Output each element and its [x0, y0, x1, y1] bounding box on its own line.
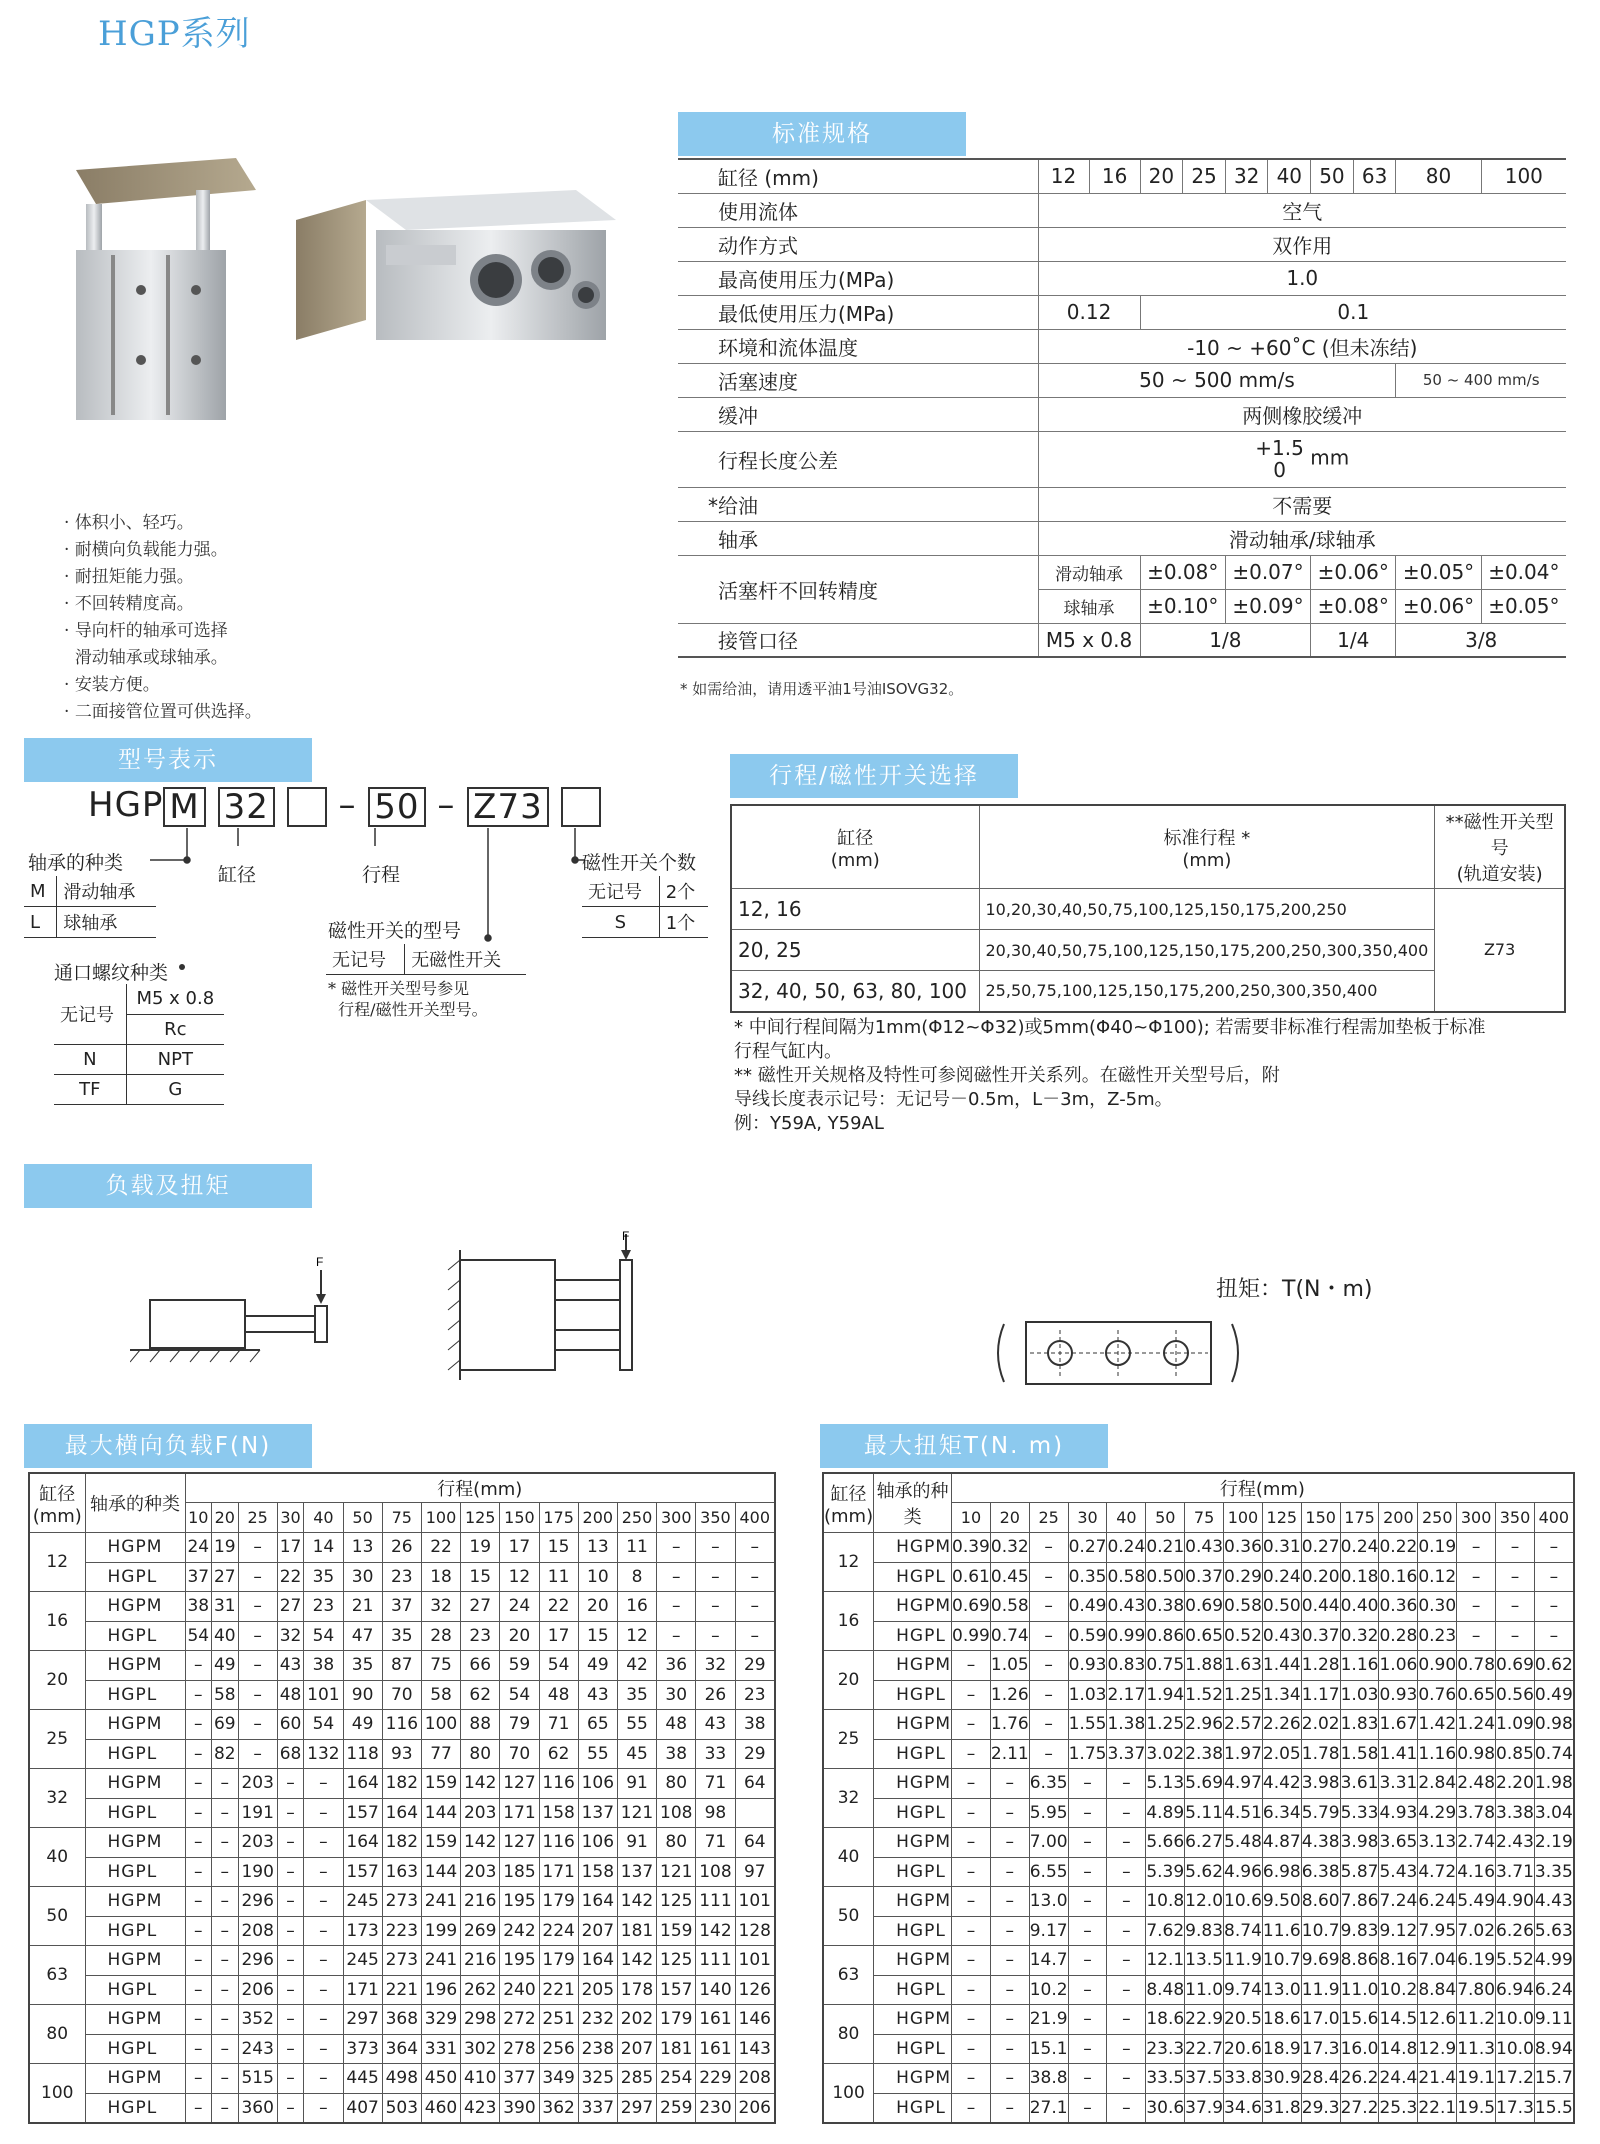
page-title: HGP系列: [98, 14, 251, 54]
section-header-stroke: 行程/磁性开关选择: [730, 754, 1018, 798]
table-row: 25 HGPM – 69 – 60 54 49 116 100 88 79 71 65 55 48 43 38: [29, 1710, 775, 1740]
table-row: HGPL – – 190 – – 157 163 144 203 185 171 158 137 121 108 97: [29, 1857, 775, 1887]
table-row: HGPL – 82 – 68 132 118 93 77 80 70 62 55 45 38 33 29: [29, 1739, 775, 1769]
table-row: HGPL – – 208 – – 173 223 199 269 242 224 207 181 159 142 128: [29, 1916, 775, 1946]
table-row: HGPL – – 243 – – 373 364 331 302 278 256 238 207 181 161 143: [29, 2034, 775, 2064]
table-row: HGPL – – 191 – – 157 164 144 203 171 158 137 121 108 98: [29, 1798, 775, 1828]
feature-item: · 体积小、轻巧。: [64, 513, 194, 533]
product-photo: [56, 130, 616, 430]
bearing-code-table: M 滑动轴承 L 球轴承: [24, 876, 156, 938]
svg-text:F: F: [316, 1255, 324, 1269]
feature-item: · 导向杆的轴承可选择: [64, 621, 228, 641]
table-row: HGPL – – 9.17 – – 7.62 9.83 8.74 11.6 10.7 9.83 9.12 7.95 7.02 6.26 5.63: [823, 1916, 1574, 1946]
table-row: HGPL 37 27 – 22 35 30 23 18 15 12 11 10 8 – – –: [29, 1562, 775, 1592]
table-row: 50 HGPM – – 13.0 – – 10.8 12.0 10.6 9.50 8.60 7.86 7.24 6.24 5.49 4.90 4.43: [823, 1887, 1574, 1917]
table-row: 16 HGPM 0.69 0.58 – 0.49 0.43 0.38 0.69 0.58 0.50 0.44 0.40 0.36 0.30 – – –: [823, 1592, 1574, 1622]
table-row: 63 HGPM – – 14.7 – – 12.1 13.5 11.9 10.7 9.69 8.86 8.16 7.04 6.19 5.52 4.99: [823, 1946, 1574, 1976]
feature-item: · 安装方便。: [64, 675, 160, 695]
table-row: 80 HGPM – – 352 – – 297 368 329 298 272 251 232 202 179 161 146: [29, 2005, 775, 2035]
switch-type-table: 无记号 无磁性开关: [326, 944, 526, 975]
table-row: HGPL – 1.26 – 1.03 2.17 1.94 1.52 1.25 1.34 1.17 1.03 0.93 0.76 0.65 0.56 0.49: [823, 1680, 1574, 1710]
table-row: 12 HGPM 24 19 – 17 14 13 26 22 19 17 15 13 11 – – –: [29, 1533, 775, 1563]
feature-item: · 耐扭矩能力强。: [64, 567, 194, 587]
table-row: 63 HGPM – – 296 – – 245 273 241 216 195 179 164 142 125 111 101: [29, 1946, 775, 1976]
table-row: 16 HGPM 38 31 – 27 23 21 37 32 27 24 22 20 16 – – –: [29, 1592, 775, 1622]
section-header-load: 负载及扭矩: [24, 1164, 312, 1208]
section-header-model: 型号表示: [24, 738, 312, 782]
table-row: 40 HGPM – – 7.00 – – 5.66 6.27 5.48 4.87 4.38 3.98 3.65 3.13 2.74 2.43 2.19: [823, 1828, 1574, 1858]
stroke-notes: * 中间行程间隔为1mm(Φ12~Φ32)或5mm(Φ40~Φ100); 若需要非标准行程需加垫板于标准 行程气缸内。 ** 磁性开关规格及特性可参阅磁性开关系列。在磁性开关型号后，附 导线长度表示记号：无记号－0.5m，L－3m，Z-5m。 例：Y59A, Y59AL: [734, 1017, 1486, 1134]
table-row: HGPL – – 15.1 – – 23.3 22.7 20.6 18.9 17.3 16.0 14.8 12.9 11.3 10.0 8.94: [823, 2034, 1574, 2064]
table-row: 100 HGPM – – 38.8 – – 33.5 37.5 33.8 30.9 28.4 26.2 24.4 21.4 19.1 17.2 15.7: [823, 2064, 1574, 2094]
table-row: HGPL – – 10.2 – – 8.48 11.0 9.74 13.0 11.9 11.0 10.2 8.84 7.80 6.94 6.24: [823, 1975, 1574, 2005]
table-row: HGPL – 2.11 – 1.75 3.37 3.02 2.38 1.97 2.05 1.78 1.58 1.41 1.16 0.98 0.85 0.74: [823, 1739, 1574, 1769]
torque-label: 扭矩：T(N・m): [1216, 1277, 1373, 1302]
table-row: HGPL – – 360 – – 407 503 460 423 390 362 337 297 259 230 206: [29, 2093, 775, 2123]
label-switch-type: 磁性开关的型号: [328, 920, 462, 942]
label-bore: 缸径: [218, 864, 257, 886]
table-row: HGPL – 58 – 48 101 90 70 58 62 54 48 43 35 30 26 23: [29, 1680, 775, 1710]
table-row: 80 HGPM – – 21.9 – – 18.6 22.9 20.5 18.6 17.0 15.6 14.5 12.6 11.2 10.0 9.11: [823, 2005, 1574, 2035]
lateral-load-diagram: [130, 1250, 360, 1370]
table-row: HGPL – – 27.1 – – 30.6 37.9 34.6 31.8 29.3 27.2 25.3 22.1 19.5 17.3 15.5: [823, 2093, 1574, 2123]
table-row: HGPL – – 5.95 – – 4.89 5.11 4.51 6.34 5.79 5.33 4.93 4.29 3.78 3.38 3.04: [823, 1798, 1574, 1828]
switch-type-note: * 磁性开关型号参见 行程/磁性开关型号。: [328, 979, 488, 1019]
table-row: HGPL 54 40 – 32 54 47 35 28 23 20 17 15 12 – – –: [29, 1621, 775, 1651]
feature-item: · 不回转精度高。: [64, 594, 194, 614]
table-row: 20 HGPM – 1.05 – 0.93 0.83 0.75 1.88 1.63 1.44 1.28 1.16 1.06 0.90 0.78 0.69 0.62: [823, 1651, 1574, 1681]
table-row: HGPL – – 206 – – 171 221 196 262 240 221 205 178 157 140 126: [29, 1975, 775, 2005]
spec-note: * 如需给油，请用透平油1号油ISOVG32。: [680, 680, 964, 698]
table-row: 25 HGPM – 1.76 – 1.55 1.38 1.25 2.96 2.57 2.26 2.02 1.83 1.67 1.42 1.24 1.09 0.98: [823, 1710, 1574, 1740]
table-row: 12 HGPM 0.39 0.32 – 0.27 0.24 0.21 0.43 0.36 0.31 0.27 0.24 0.22 0.19 – – –: [823, 1533, 1574, 1563]
thread-leader-dot: [176, 960, 190, 974]
max-torque-table: 缸径 (mm) 轴承的种类 行程(mm) 10 20 25 30 40 50 75 100 125 150 175 200 250 300 350 400 12 HGPM 0.39 0.32 – 0.27 0.24 0.21 0.43 0.36 0.31 0.27 0.24 0.22 0.19 – – – HGPL 0.61 0.45 – 0.35 0.58 0.50 0.37 0.29 0.24 0.20 0.18 0.16 0.12 – – – 16 HGPM 0.69 0.58 – 0.49 0.43 0.38 0.69 0.58 0.50 0.44 0.40 0.36 0.30 – – – HGPL 0.99 0.74 – 0.59 0.99 0.86 0.65 0.52 0.43 0.37 0.32 0.28 0.23 – – – 20 HGPM – 1.05 – 0.93 0.83 0.75 1.88 1.63 1.44 1.28 1.16 1.06 0.90 0.78 0.69 0.62 HGPL – 1.26 – 1.03 2.17 1.94 1.52 1.25 1.34 1.17 1.03 0.93 0.76 0.65 0.56 0.49 25 HGPM – 1.76 – 1.55 1.38 1.25 2.96 2.57 2.26 2.02 1.83 1.67 1.42 1.24 1.09 0.98 HGPL – 2.11 – 1.75 3.37 3.02 2.38 1.97 2.05 1.78 1.58 1.41 1.16 0.98 0.85 0.74 32 HGPM – – 6.35 – – 5.13 5.69 4.97 4.42 3.98 3.61 3.31 2.84 2.48 2.20 1.98 HGPL – – 5.95 – – 4.89 5.11 4.51 6.34 5.79 5.33 4.93 4.29 3.78 3.38 3.04 40 HGPM – – 7.00 – – 5.66 6.27 5.48 4.87 4.38 3.98 3.65 3.13 2.74 2.43 2.19 HGPL – – 6.55 – – 5.39 5.62 4.96 6.98 6.38 5.87 5.43 4.72 4.16 3.71 3.35 50 HGPM – – 13.0 – – 10.8 12.0 10.6 9.50 8.60 7.86 7.24 6.24 5.49 4.90 4.43 HGPL – – 9.17 – – 7.62 9.83 8.74 11.6 10.7 9.83 9.12 7.95 7.02 6.26 5.63 63 HGPM – – 14.7 – – 12.1 13.5 11.9 10.7 9.69 8.86 8.16 7.04 6.19 5.52 4.99 HGPL – – 10.2 – – 8.48 11.0 9.74 13.0 11.9 11.0 10.2 8.84 7.80 6.94 6.24 80 HGPM – – 21.9 – – 18.6 22.9 20.5 18.6 17.0 15.6 14.5 12.6 11.2 10.0 9.11 HGPL – – 15.1 – – 23.3 22.7 20.6 18.9 17.3 16.0 14.8 12.9 11.3 10.0 8.94 100 HGPM – – 38.8 – – 33.5 37.5 33.8 30.9 28.4 26.2 24.4 21.4 19.1 17.2 15.7 HGPL – – 27.1 – – 30.6 37.9 34.6 31.8 29.3 27.2 25.3 22.1 19.5 17.3 15.5: [822, 1472, 1575, 2124]
table-row: 20 HGPM – 49 – 43 38 35 87 75 66 59 54 49 42 36 32 29: [29, 1651, 775, 1681]
table-row: HGPL – – 6.55 – – 5.39 5.62 4.96 6.98 6.38 5.87 5.43 4.72 4.16 3.71 3.35: [823, 1857, 1574, 1887]
spec-table: 缸径 (mm) 12 16 20 25 32 40 50 63 80 100 使用流体 空气 动作方式 双作用 最高使用压力(MPa) 1.0 最低使用压力(MPa) 0.12 0.1 环境和流体温度 -10 ~ +60˚C (但未冻结) 活塞速度 50 ~ 500 mm/s 50 ~ 400 mm/s 缓冲 两侧橡胶缓冲 行程长度公差 +1.5 0 mm *给油 不需要 轴承 滑动轴承/球轴承 活塞杆不回转精度 滑动轴承 ±0.08° ±0.07° ±0.06° ±0.05° ±0.04° 球轴承 ±0.10° ±0.09° ±0.08° ±0.06° ±0.05° 接管口径 M5 x 0.8 1/8 1/4 3/8: [678, 158, 1566, 658]
feature-list: [64, 510, 262, 726]
label-stroke: 行程: [362, 864, 401, 886]
table-row: 32 HGPM – – 6.35 – – 5.13 5.69 4.97 4.42 3.98 3.61 3.31 2.84 2.48 2.20 1.98: [823, 1769, 1574, 1799]
table-row: 50 HGPM – – 296 – – 245 273 241 216 195 179 164 142 125 111 101: [29, 1887, 775, 1917]
label-bearing-type: 轴承的种类: [28, 852, 124, 874]
max-load-table: 缸径 (mm) 轴承的种类 行程(mm) 10 20 25 30 40 50 75 100 125 150 175 200 250 300 350 400 12 HGPM 24 19 – 17 14 13 26 22 19 17 15 13 11 – – – HGPL 37 27 – 22 35 30 23 18 15 12 11 10 8 – – – 16 HGPM 38 31 – 27 23 21 37 32 27 24 22 20 16 – – – HGPL 54 40 – 32 54 47 35 28 23 20 17 15 12 – – – 20 HGPM – 49 – 43 38 35 87 75 66 59 54 49 42 36 32 29 HGPL – 58 – 48 101 90 70 58 62 54 48 43 35 30 26 23 25 HGPM – 69 – 60 54 49 116 100 88 79 71 65 55 48 43 38 HGPL – 82 – 68 132 118 93 77 80 70 62 55 45 38 33 29 32 HGPM – – 203 – – 164 182 159 142 127 116 106 91 80 71 64 HGPL – – 191 – – 157 164 144 203 171 158 137 121 108 98 40 HGPM – – 203 – – 164 182 159 142 127 116 106 91 80 71 64 HGPL – – 190 – – 157 163 144 203 185 171 158 137 121 108 97 50 HGPM – – 296 – – 245 273 241 216 195 179 164 142 125 111 101 HGPL – – 208 – – 173 223 199 269 242 224 207 181 159 142 128 63 HGPM – – 296 – – 245 273 241 216 195 179 164 142 125 111 101 HGPL – – 206 – – 171 221 196 262 240 221 205 178 157 140 126 80 HGPM – – 352 – – 297 368 329 298 272 251 232 202 179 161 146 HGPL – – 243 – – 373 364 331 302 278 256 238 207 181 161 143 100 HGPM – – 515 – – 445 498 450 410 377 349 325 285 254 229 208 HGPL – – 360 – – 407 503 460 423 390 362 337 297 259 230 206: [28, 1472, 776, 2124]
switch-count-table: 无记号 2个 S 1个: [582, 876, 708, 938]
thread-code-table: 无记号 M5 x 0.8 Rc N NPT TF G: [54, 984, 224, 1105]
feature-item: · 二面接管位置可供选择。: [64, 702, 262, 722]
table-row: HGPL 0.61 0.45 – 0.35 0.58 0.50 0.37 0.29 0.24 0.20 0.18 0.16 0.12 – – –: [823, 1562, 1574, 1592]
label-thread-type: 通口螺纹种类: [54, 962, 169, 984]
model-code: HGP M 32 – 50 – Z73: [88, 785, 601, 827]
torque-diagram: [990, 1310, 1260, 1400]
section-header-spec: 标准规格: [678, 112, 966, 156]
feature-item: 滑动轴承或球轴承。: [74, 648, 228, 668]
feature-item: · 耐横向负载能力强。: [64, 540, 228, 560]
label-switch-count: 磁性开关个数: [582, 852, 697, 874]
table-row: 100 HGPM – – 515 – – 445 498 450 410 377 349 325 285 254 229 208: [29, 2064, 775, 2094]
section-header-max-load: 最大横向负载F(N): [24, 1424, 312, 1468]
table-row: 40 HGPM – – 203 – – 164 182 159 142 127 116 106 91 80 71 64: [29, 1828, 775, 1858]
section-header-max-torque: 最大扭矩T(N. m): [820, 1424, 1108, 1468]
wall-mount-diagram: [440, 1230, 660, 1390]
table-row: HGPL 0.99 0.74 – 0.59 0.99 0.86 0.65 0.52 0.43 0.37 0.32 0.28 0.23 – – –: [823, 1621, 1574, 1651]
stroke-switch-table: 缸径 (mm) 标准行程 * (mm) **磁性开关型号 (轨道安装) 12, 16 10,20,30,40,50,75,100,125,150,175,200,250 Z73 20, 25 20,30,40,50,75,100,125,150,175,200,250,300,350,400 32, 40, 50, 63, 80, 100 25,50,75,100,125,150,175,200,250,300,350,400: [730, 804, 1566, 1013]
svg-text:F: F: [622, 1230, 630, 1243]
table-row: 32 HGPM – – 203 – – 164 182 159 142 127 116 106 91 80 71 64: [29, 1769, 775, 1799]
